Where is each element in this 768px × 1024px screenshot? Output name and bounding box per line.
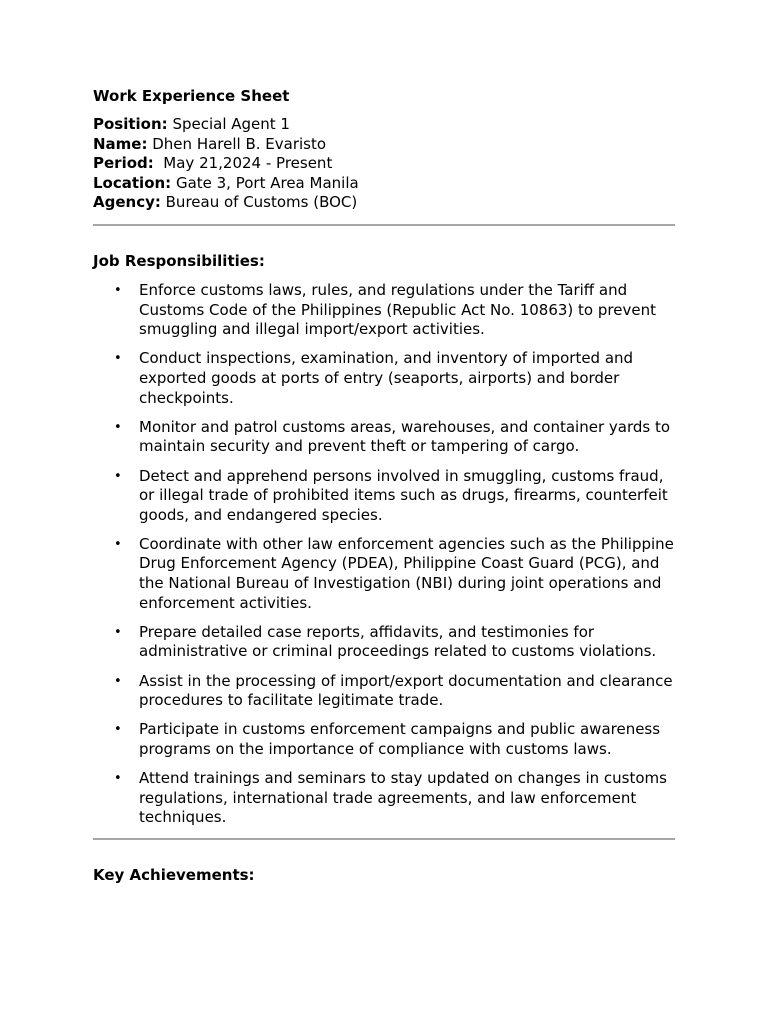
list-item-text: Monitor and patrol customs areas, warehouses, and container yards to maintain security and prevent theft or tampering of cargo. [139, 417, 671, 456]
list-item-text: Assist in the processing of import/export documentation and clearance procedures to facilitate legitimate trade. [139, 671, 673, 710]
info-value-location: Gate 3, Port Area Manila [171, 173, 359, 192]
bullet-icon: • [114, 351, 122, 367]
info-label-agency: Agency: [93, 193, 161, 212]
list-item [93, 672, 675, 711]
bullet-icon: • [114, 419, 122, 435]
list-item-text: Attend trainings and seminars to stay updated on changes in customs regulations, international trade agreements, and law enforcement techniques. [139, 769, 667, 827]
job-responsibilities-heading: Job Responsibilities: [93, 251, 265, 270]
info-block [93, 115, 675, 213]
section-divider [93, 838, 675, 840]
list-item [93, 467, 675, 526]
bullet-icon: • [114, 673, 122, 689]
list-item [93, 623, 675, 662]
bullet-icon: • [114, 282, 122, 298]
info-line-name [93, 135, 675, 155]
info-label-period: Period: [93, 154, 154, 173]
info-line-position [93, 115, 675, 135]
key-achievements-heading: Key Achievements: [93, 865, 255, 884]
list-item-text: Coordinate with other law enforcement agencies such as the Philippine Drug Enforcement Agency (PDEA), Philippine Coast Guard (PCG), and the National Bureau of Investigation (NBI) during joint operations and enforcement activities. [139, 534, 674, 612]
list-item [93, 349, 675, 408]
bullet-icon: • [114, 624, 122, 640]
list-item [93, 281, 675, 340]
info-value-agency: Bureau of Customs (BOC) [160, 193, 358, 212]
list-item-text: Conduct inspections, examination, and inventory of imported and exported goods at ports of entry (seaports, airports) and border checkpoints. [139, 349, 634, 407]
info-value-period: May 21,2024 - Present [153, 154, 333, 173]
info-line-agency [93, 193, 675, 213]
info-value-name: Dhen Harell B. Evaristo [147, 134, 327, 153]
info-value-position: Special Agent 1 [167, 115, 290, 133]
document-page [93, 85, 675, 885]
list-item [93, 418, 675, 457]
bullet-icon: • [114, 722, 122, 738]
job-responsibilities-list [93, 281, 675, 828]
list-item-text: Participate in customs enforcement campaigns and public awareness programs on the importance of compliance with customs laws. [139, 720, 661, 758]
document-title: Work Experience Sheet [93, 87, 290, 105]
info-label-name: Name: [93, 134, 148, 153]
list-item [93, 720, 675, 759]
list-item-text: Prepare detailed case reports, affidavits, and testimonies for administrative or criminal proceedings related to customs violations. [139, 622, 657, 661]
section-divider [93, 224, 675, 226]
list-item-text: Detect and apprehend persons involved in smuggling, customs fraud, or illegal trade of prohibited items such as drugs, firearms, counterfeit goods, and endangered species. [139, 466, 668, 524]
info-line-period [93, 154, 675, 174]
list-item [93, 535, 675, 613]
info-line-location [93, 174, 675, 194]
list-item [93, 769, 675, 828]
info-label-position: Position: [93, 115, 168, 133]
info-label-location: Location: [93, 173, 172, 192]
bullet-icon: • [114, 468, 122, 484]
bullet-icon: • [114, 771, 122, 787]
list-item-text: Enforce customs laws, rules, and regulations under the Tariff and Customs Code of the Philippines (Republic Act No. 10863) to prevent smuggling and illegal import/export activities. [139, 280, 656, 339]
bullet-icon: • [114, 536, 122, 552]
